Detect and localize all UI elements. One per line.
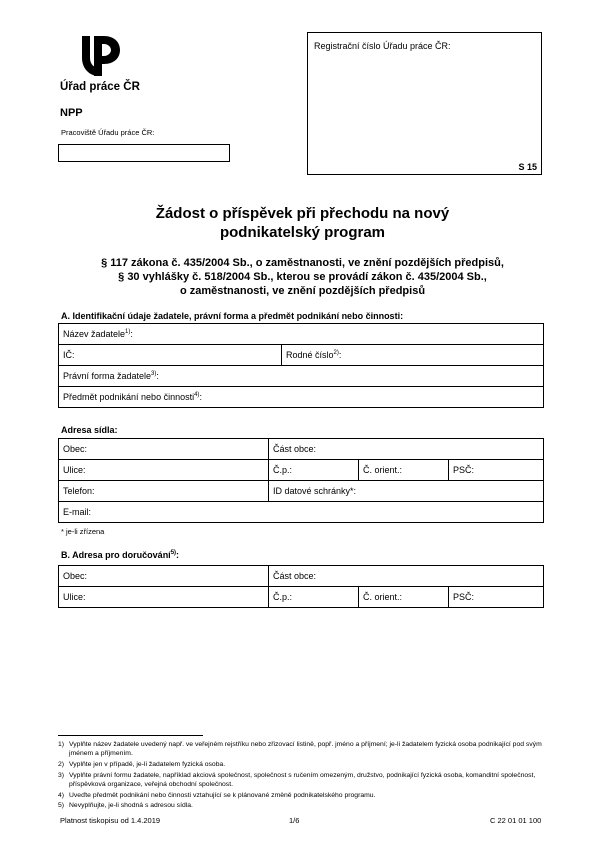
seat-orient-field[interactable] bbox=[359, 460, 449, 481]
footnote-text: Nevyplňujte, je-li shodná s adresou sídla. bbox=[69, 802, 193, 809]
legal-basis bbox=[60, 256, 545, 298]
subtitle-line-3: o zaměstnanosti, ve znění pozdějších předpisů bbox=[179, 285, 426, 297]
footnote-text: Uveďte předmět podnikání nebo činnosti vztahující se k plánované změně podnikatelského programu. bbox=[69, 792, 376, 799]
seat-email-field[interactable] bbox=[59, 502, 544, 523]
footnote-ref: 4) bbox=[194, 392, 200, 398]
seat-cast-obce-field[interactable] bbox=[269, 439, 544, 460]
delivery-cp-field[interactable] bbox=[269, 587, 359, 608]
footnote-number: 5) bbox=[58, 802, 65, 809]
obec-label: Obec: bbox=[63, 444, 88, 454]
footnote-separator bbox=[58, 735, 203, 736]
seat-obec-field[interactable] bbox=[59, 439, 269, 460]
footnote-number: 1) bbox=[58, 741, 65, 748]
delivery-cast-obce-field[interactable] bbox=[269, 566, 544, 587]
applicant-name-field[interactable]: Název žadatele$^{1)}$: bbox=[59, 324, 544, 345]
email-label: E-mail: bbox=[63, 507, 92, 517]
subtitle-line-2: § 30 vyhlášky č. 518/2004 Sb., kterou se provádí zákon č. 435/2004 Sb., bbox=[118, 271, 487, 283]
footnote-ref: 3) bbox=[151, 371, 157, 377]
birth-number-label: Rodné číslo bbox=[286, 350, 334, 360]
datova-schranka-label: ID datové schránky*: bbox=[273, 486, 357, 496]
seat-address-title: Adresa sídla: bbox=[61, 425, 118, 435]
cast-obce-label: Část obce: bbox=[273, 444, 317, 454]
telefon-label: Telefon: bbox=[63, 486, 95, 496]
seat-ulice-field[interactable] bbox=[59, 460, 269, 481]
seat-psc-field[interactable] bbox=[449, 460, 544, 481]
footnote-ref: 1) bbox=[125, 329, 131, 335]
title-line-2: podnikatelský program bbox=[219, 224, 386, 241]
cp-label: Č.p.: bbox=[273, 592, 293, 602]
title-line-1: Žádost o příspěvek při přechodu na nový bbox=[155, 205, 450, 222]
section-a-title: A. Identifikační údaje žadatele, právní forma a předmět podnikání nebo činnosti: bbox=[61, 311, 404, 321]
business-subject-field[interactable]: Předmět podnikání nebo činnosti$^{4)}$: bbox=[59, 387, 544, 408]
ulice-label: Ulice: bbox=[63, 592, 86, 602]
section-a-table bbox=[58, 323, 544, 408]
logo-text: Úřad práce ČR bbox=[60, 81, 140, 93]
footnote-4 bbox=[58, 791, 543, 800]
cast-obce-label: Část obce: bbox=[273, 571, 317, 581]
form-code-footer: C 22 01 01 100 bbox=[490, 816, 542, 825]
page-number: 1/6 bbox=[289, 816, 300, 825]
footnote-ref: 5) bbox=[170, 550, 177, 556]
page-title bbox=[60, 204, 545, 242]
ic-field[interactable] bbox=[59, 345, 282, 366]
legal-form-label: Právní forma žadatele bbox=[63, 371, 152, 381]
ulice-label: Ulice: bbox=[63, 465, 86, 475]
psc-label: PSČ: bbox=[453, 465, 475, 475]
legal-form-field[interactable]: Právní forma žadatele$^{3)}$: bbox=[59, 366, 544, 387]
urad-prace-logo bbox=[76, 34, 122, 80]
applicant-name-label: Název žadatele bbox=[63, 329, 126, 339]
footnote-number: 2) bbox=[58, 761, 65, 768]
cp-label: Č.p.: bbox=[273, 465, 293, 475]
data-box-note: * je-li zřízena bbox=[61, 527, 105, 536]
seat-cp-field[interactable] bbox=[269, 460, 359, 481]
obec-label: Obec: bbox=[63, 571, 88, 581]
seat-datova-schranka-field[interactable] bbox=[269, 481, 544, 502]
delivery-orient-field[interactable] bbox=[359, 587, 449, 608]
ic-label: IČ: bbox=[63, 350, 75, 360]
seat-address-table bbox=[58, 438, 544, 523]
footnote-number: 4) bbox=[58, 792, 65, 799]
seat-telefon-field[interactable] bbox=[59, 481, 269, 502]
form-code: NPP bbox=[60, 107, 83, 119]
form-number: S 15 bbox=[518, 162, 537, 172]
registration-label: Registrační číslo Úřadu práce ČR: bbox=[314, 41, 451, 51]
footnote-2 bbox=[58, 760, 543, 769]
orient-label: Č. orient.: bbox=[363, 465, 403, 475]
footnote-5 bbox=[58, 801, 543, 810]
delivery-ulice-field[interactable] bbox=[59, 587, 269, 608]
footnote-number: 3) bbox=[58, 772, 65, 779]
footnote-3 bbox=[58, 771, 543, 789]
footnote-ref: 2) bbox=[333, 350, 339, 356]
footnote-text: Vyplňte právní formu žadatele, například akciová společnost, společnost s ručením omezeným, družstvo, podnikající fyzická osoba, komanditní společnost, příspěvková organizace, veřejná obchodní společnost. bbox=[69, 772, 536, 788]
business-subject-label: Předmět podnikání nebo činnosti bbox=[63, 392, 195, 402]
delivery-address-table bbox=[58, 565, 544, 608]
delivery-psc-field[interactable] bbox=[449, 587, 544, 608]
registration-box[interactable] bbox=[307, 32, 542, 175]
form-validity: Platnost tiskopisu od 1.4.2019 bbox=[60, 816, 161, 825]
delivery-obec-field[interactable] bbox=[59, 566, 269, 587]
psc-label: PSČ: bbox=[453, 592, 475, 602]
footnote-text: Vyplňte název žadatele uvedený např. ve veřejném rejstříku nebo zřizovací listině, popř. jméno a příjmení; je-li žadatelem fyzická osoba podnikající pod svým jménem a příjmením. bbox=[69, 741, 542, 757]
section-b-title-text: B. Adresa pro doručování bbox=[61, 550, 171, 560]
subtitle-line-1: § 117 zákona č. 435/2004 Sb., o zaměstnanosti, ve znění pozdějších předpisů, bbox=[101, 257, 504, 269]
workplace-field[interactable] bbox=[58, 144, 230, 162]
section-b-title: B. Adresa pro doručování$^{5)}$: bbox=[61, 550, 180, 560]
birth-number-field[interactable]: Rodné číslo$^{2)}$: bbox=[282, 345, 544, 366]
footnote-text: Vyplňte jen v případě, je-li žadatelem fyzická osoba. bbox=[69, 761, 226, 768]
orient-label: Č. orient.: bbox=[363, 592, 403, 602]
workplace-label: Pracoviště Úřadu práce ČR: bbox=[61, 128, 155, 137]
footnote-1 bbox=[58, 740, 543, 758]
